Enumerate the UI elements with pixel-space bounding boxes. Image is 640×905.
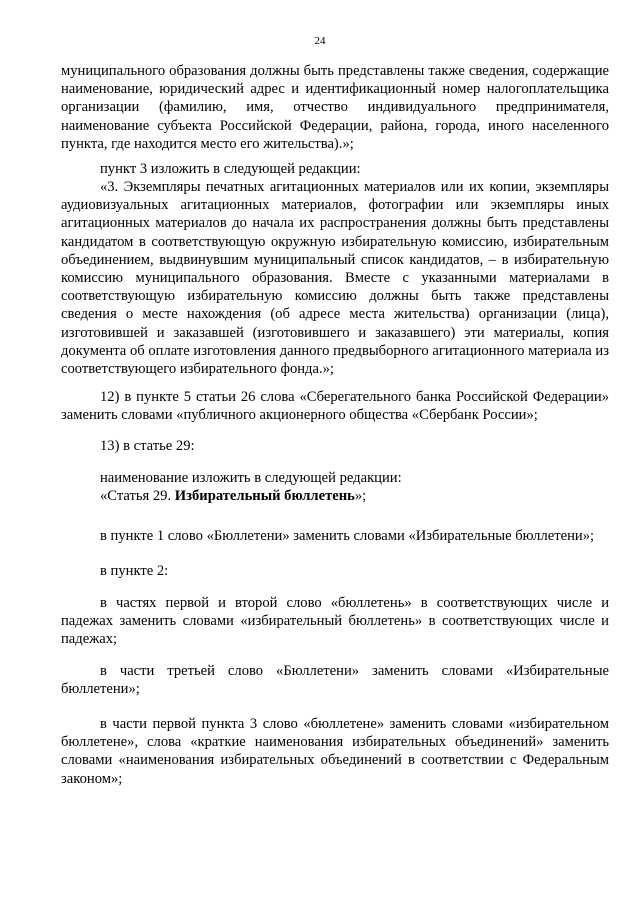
paragraph-point-3-intro: пункт 3 изложить в следующей редакции: [100, 161, 361, 177]
article-title-bold: Избирательный бюллетень [174, 488, 355, 504]
article-title-prefix: «Статья 29. [100, 488, 175, 504]
paragraph-item-13: 13) в статье 29: [100, 438, 195, 454]
paragraph-part-3: в части третьей слово «Бюллетени» заменить словами «Избирательные бюллетени»; [61, 663, 609, 698]
page-number: 24 [314, 35, 326, 47]
paragraph-title-intro: наименование изложить в следующей редакции: [100, 470, 402, 486]
paragraph-item-12: 12) в пункте 5 статьи 26 слова «Сберегательного банка Российской Федерации» заменить словами «публичного акционерного общества «Сбербанк России»; [61, 389, 609, 424]
paragraph-article-29-title [61, 487, 609, 505]
paragraph-point-2: в пункте 2: [100, 563, 169, 579]
paragraph-point-1: в пункте 1 слово «Бюллетени» заменить словами «Избирательные бюллетени»; [100, 528, 595, 544]
paragraph-continuation: муниципального образования должны быть представлены также сведения, содержащие наименование, юридический адрес и идентификационный номер налогоплательщика организации (фамилию, имя, отчество индивидуального предпринимателя, наименование субъекта Российской Федерации, района, города, иного населенного пункта, где находится место его жительства).»; [61, 63, 609, 152]
paragraph-point-3-part-1: в части первой пункта 3 слово «бюллетене» заменить словами «избирательном бюллетене», слова «краткие наименования избирательных объединений» заменить словами «наименования избирательных объединений в соответствии с Федеральным законом»; [61, 716, 609, 787]
paragraph-parts-1-2: в частях первой и второй слово «бюллетень» в соответствующих числе и падежах заменить словами «избирательный бюллетень» в соответствующих числе и падежах; [61, 595, 609, 648]
article-title-suffix: »; [354, 488, 367, 504]
paragraph-point-3-new-text: «3. Экземпляры печатных агитационных материалов или их копии, экземпляры аудиовизуальных агитационных материалов, фотографии или экземпляры иных агитационных материалов до начала их распространения должны быть представлены кандидатом в соответствующую окружную избирательную комиссию, избирательным объединением, выдвинувшим муниципальный список кандидатов, – в избирательную комиссию муниципального образования. Вместе с указанными материалами в соответствующую избирательную комиссию должны быть также представлены сведения о месте нахождения (об адресе места жительства) организации (лица), изготовившей и заказавшей (изготовившего и заказавшего) эти материалы, копия документа об оплате изготовления данного предвыборного агитационного материала из соответствующего избирательного фонда.»; [61, 179, 609, 378]
